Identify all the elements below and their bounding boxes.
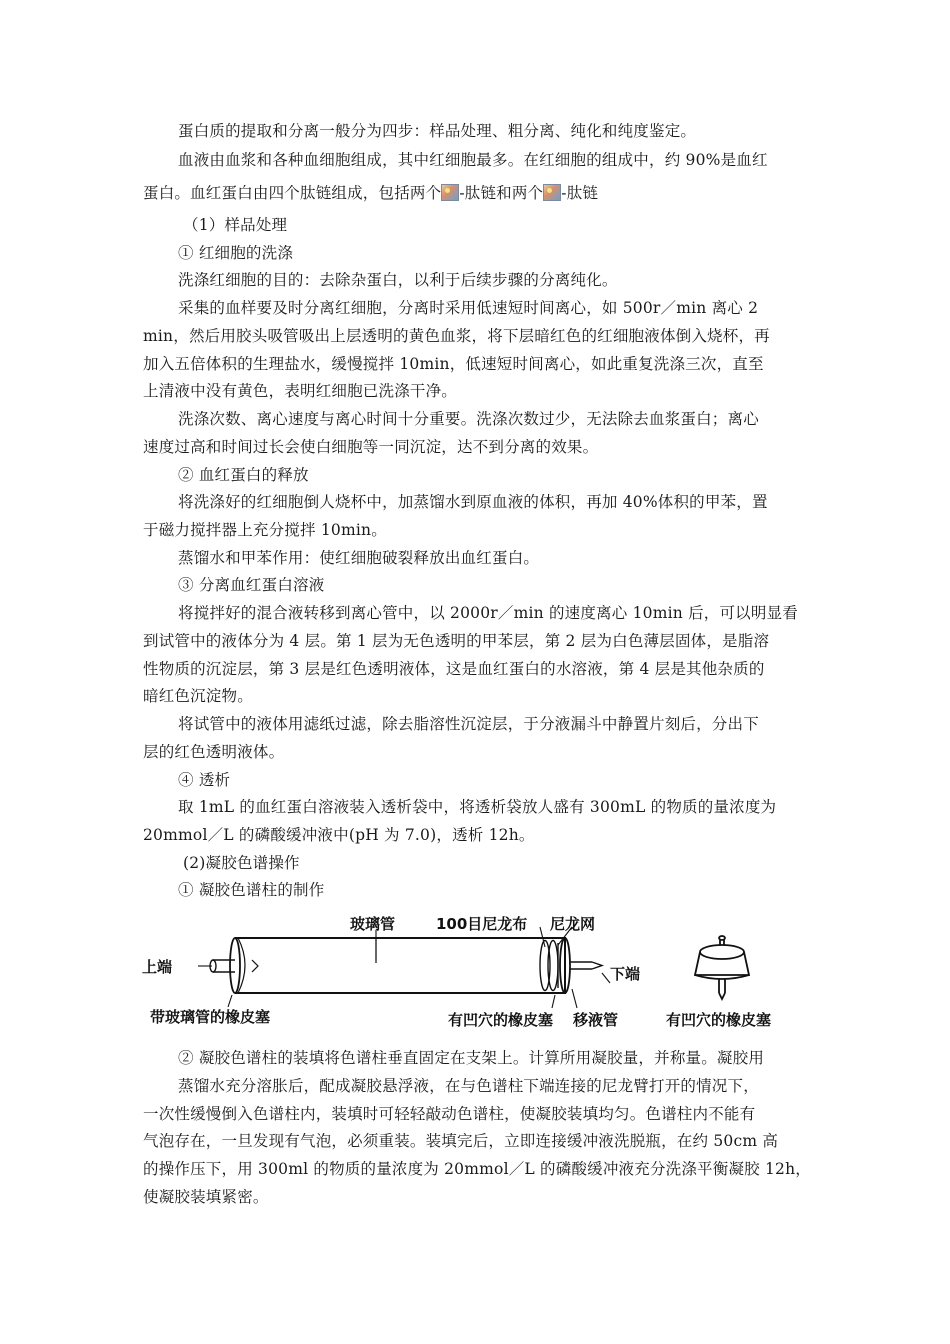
text-segment: 蛋白。血红蛋白由四个肽链组成，包括两个 (143, 184, 442, 202)
paragraph-wash-l2: min，然后用胶头吸管吸出上层透明的黄色血浆，将下层暗红色的红细胞液体倒入烧杯，再 (143, 327, 770, 345)
label-stopper-with-recess-2: 有凹穴的橡皮塞 (666, 1011, 772, 1029)
label-glass-tube: 玻璃管 (350, 915, 396, 933)
label-nylon-cloth: 100目尼龙布 (436, 915, 528, 933)
gel-column-diagram (140, 915, 810, 1040)
subheading-release: ② 血红蛋白的释放 (178, 466, 309, 484)
paragraph-release-l2: 于磁力搅拌器上充分搅拌 10min。 (143, 521, 387, 539)
alpha-symbol-image-icon (441, 184, 459, 201)
recessed-stopper-icon (695, 936, 749, 999)
paragraph-wash-l1: 采集的血样要及时分离红细胞，分离时采用低速短时间离心，如 500r／min 离心 2 (178, 299, 759, 317)
label-nylon-mesh: 尼龙网 (550, 915, 596, 933)
paragraph-packing-l1: ② 凝胶色谱柱的装填将色谱柱垂直固定在支架上。计算所用凝胶量，并称量。凝胶用 (178, 1049, 765, 1067)
subheading-separate: ③ 分离血红蛋白溶液 (178, 576, 325, 594)
section-heading-sample: （1）样品处理 (183, 216, 288, 234)
paragraph-separate-l4: 暗红色沉淀物。 (143, 687, 253, 705)
paragraph-packing-l6: 使凝胶装填紧密。 (143, 1188, 269, 1206)
paragraph-dialysis-l2: 20mmol／L 的磷酸缓冲液中(pH 为 7.0)，透析 12h。 (143, 826, 535, 844)
paragraph-packing-l2: 蒸馏水充分溶胀后，配成凝胶悬浮液，在与色谱柱下端连接的尼龙臂打开的情况下， (178, 1077, 759, 1095)
section-heading-gel: (2)凝胶色谱操作 (183, 854, 300, 872)
paragraph-filter-l2: 层的红色透明液体。 (143, 743, 285, 761)
paragraph-packing-l5: 的操作压下，用 300ml 的物质的量浓度为 20mmol／L 的磷酸缓冲液充分洗涤平衡凝胶 12h， (143, 1160, 811, 1178)
subheading-column-make: ① 凝胶色谱柱的制作 (178, 881, 325, 899)
paragraph-release-l3: 蒸馏水和甲苯作用：使红细胞破裂释放出血红蛋白。 (178, 549, 540, 567)
paragraph-blood-l2 (143, 179, 813, 207)
label-upper-end: 上端 (142, 958, 173, 976)
subheading-wash: ① 红细胞的洗涤 (178, 244, 294, 262)
paragraph-dialysis-l1: 取 1mL 的血红蛋白溶液装入透析袋中，将透析袋放人盛有 300mL 的物质的量浓度为 (178, 798, 777, 816)
label-transfer-tube: 移液管 (573, 1011, 619, 1029)
paragraph-filter-l1: 将试管中的液体用滤纸过滤，除去脂溶性沉淀层，于分液漏斗中静置片刻后，分出下 (178, 715, 759, 733)
paragraph-wash-note-l1: 洗涤次数、离心速度与离心时间十分重要。洗涤次数过少，无法除去血浆蛋白；离心 (178, 410, 759, 428)
paragraph-separate-l2: 到试管中的液体分为 4 层。第 1 层为无色透明的甲苯层，第 2 层为白色薄层固体，是脂溶 (143, 632, 770, 650)
paragraph-packing-l4: 气泡存在，一旦发现有气泡，必须重装。装填完后，立即连接缓冲液洗脱瓶，在约 50cm 高 (143, 1132, 779, 1150)
label-stopper-with-recess: 有凹穴的橡皮塞 (448, 1011, 554, 1029)
beta-symbol-image-icon (543, 184, 561, 201)
paragraph-packing-l3: 一次性缓慢倒入色谱柱内，装填时可轻轻敲动色谱柱，使凝胶装填均匀。色谱柱内不能有 (143, 1105, 756, 1123)
paragraph-overview: 蛋白质的提取和分离一般分为四步：样品处理、粗分离、纯化和纯度鉴定。 (178, 122, 697, 140)
paragraph-separate-l3: 性物质的沉淀层，第 3 层是红色透明液体，这是血红蛋白的水溶液，第 4 层是其他杂质的 (143, 660, 765, 678)
paragraph-wash-note-l2: 速度过高和时间过长会使白细胞等一同沉淀，达不到分离的效果。 (143, 438, 599, 456)
paragraph-wash-purpose: 洗涤红细胞的目的：去除杂蛋白，以利于后续步骤的分离纯化。 (178, 271, 618, 289)
paragraph-release-l1: 将洗涤好的红细胞倒人烧杯中，加蒸馏水到原血液的体积，再加 40%体积的甲苯，置 (178, 493, 768, 511)
text-segment: -肽链和两个 (459, 184, 544, 202)
label-stopper-with-tube: 带玻璃管的橡皮塞 (150, 1008, 271, 1026)
paragraph-blood-l1: 血液由血浆和各种血细胞组成，其中红细胞最多。在红细胞的组成中，约 90%是血红 (178, 151, 768, 169)
paragraph-separate-l1: 将搅拌好的混合液转移到离心管中，以 2000r／min 的速度离心 10min 后，可以明显看 (178, 604, 798, 622)
label-lower-end: 下端 (610, 965, 641, 983)
paragraph-wash-l4: 上清液中没有黄色，表明红细胞已洗涤干净。 (143, 382, 458, 400)
subheading-dialysis: ④ 透析 (178, 771, 231, 789)
text-segment: -肽链 (561, 184, 599, 202)
paragraph-wash-l3: 加入五倍体积的生理盐水，缓慢搅拌 10min，低速短时间离心，如此重复洗涤三次，直至 (143, 355, 764, 373)
